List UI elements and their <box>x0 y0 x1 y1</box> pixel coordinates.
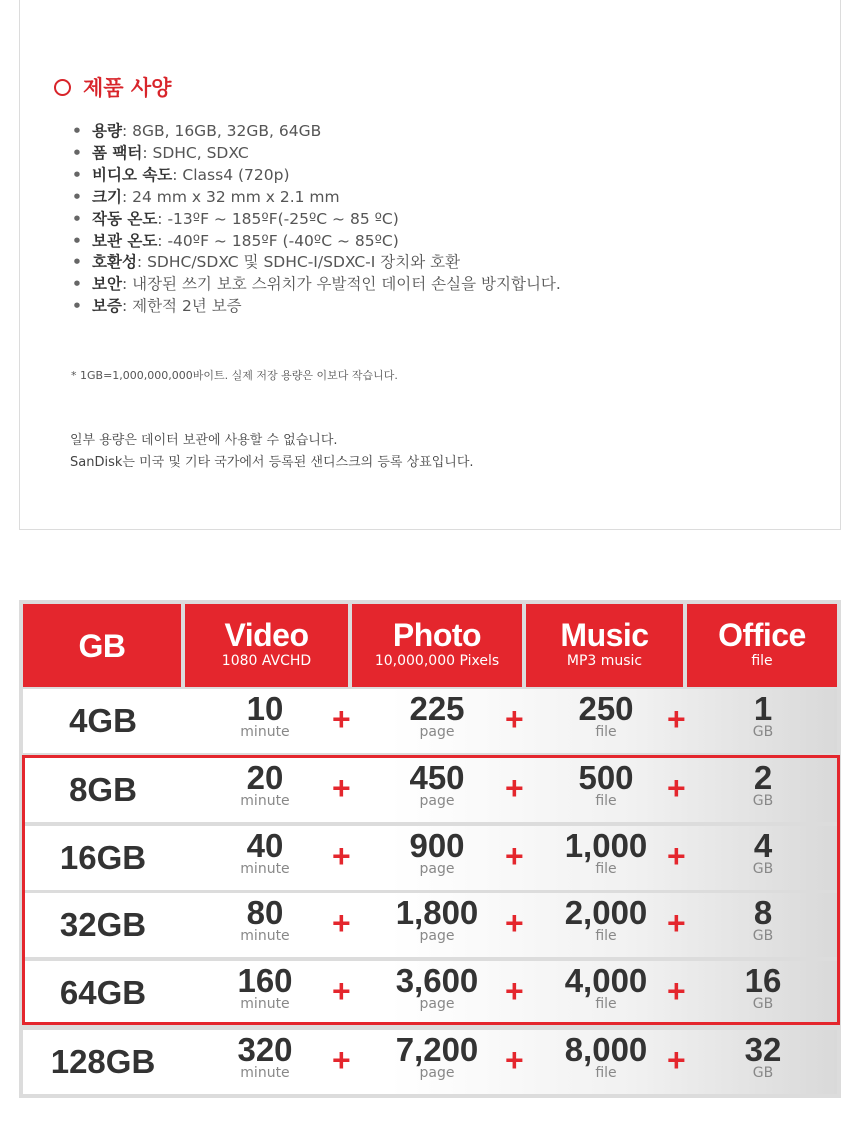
cell-video <box>195 690 335 740</box>
office-unit: GB <box>752 1065 774 1081</box>
circle-icon <box>54 79 71 96</box>
spec-title-text: 제품 사양 <box>83 76 172 100</box>
plus-icon: + <box>332 973 351 1009</box>
photo-unit: page <box>419 1065 455 1081</box>
photo-unit: page <box>419 996 455 1012</box>
plus-icon: + <box>505 770 524 806</box>
cell-office <box>693 894 833 944</box>
photo-value: 450 <box>409 759 465 796</box>
spec-item: • 호환성 : SDHC/SDXC 및 SDHC-I/SDXC-I 장치와 호환 <box>72 253 461 272</box>
video-value: 160 <box>237 962 293 999</box>
row-capacity: 4GB <box>69 702 137 739</box>
cell-music <box>536 894 676 944</box>
video-value: 10 <box>246 690 284 727</box>
cell-photo <box>367 759 507 809</box>
row-capacity: 64GB <box>59 974 147 1011</box>
cell-music <box>536 827 676 877</box>
plus-icon: + <box>667 905 686 941</box>
office-unit: GB <box>752 996 774 1012</box>
spec-item: • 용량 : 8GB, 16GB, 32GB, 64GB <box>72 122 322 140</box>
spec-item: • 크기 : 24 mm x 32 mm x 2.1 mm <box>72 187 340 206</box>
plus-icon: + <box>505 973 524 1009</box>
plus-icon: + <box>505 1042 524 1078</box>
office-unit: GB <box>752 928 774 944</box>
cell-office <box>693 1031 833 1081</box>
capacity-footnote: * 1GB=1,000,000,000바이트. 실제 저장 용량은 이보다 작습니다. <box>71 369 398 382</box>
row-capacity: 8GB <box>69 771 137 808</box>
plus-icon: + <box>332 1042 351 1078</box>
table-row <box>23 758 837 822</box>
video-unit: minute <box>240 793 290 809</box>
spec-item: • 보안 : 내장된 쓰기 보호 스위치가 우발적인 데이터 손실을 방지합니다. <box>72 275 561 294</box>
music-value: 2,000 <box>564 894 648 931</box>
note-capacity: 일부 용량은 데이터 보관에 사용할 수 없습니다. <box>70 433 338 448</box>
plus-icon: + <box>667 973 686 1009</box>
video-value: 80 <box>246 894 284 931</box>
music-value: 500 <box>578 759 634 796</box>
music-unit: file <box>595 996 617 1012</box>
spec-item: • 폼 팩터 : SDHC, SDXC <box>72 143 249 162</box>
row-capacity: 128GB <box>50 1043 156 1080</box>
spec-item: • 작동 온도 : -13ºF ~ 185ºF(-25ºC ~ 85 ºC) <box>72 209 399 228</box>
cell-music <box>536 1031 676 1081</box>
photo-value: 7,200 <box>395 1031 479 1068</box>
table-row <box>23 689 837 753</box>
header-gb: GB <box>23 604 181 687</box>
music-unit: file <box>595 1065 617 1081</box>
cell-music <box>536 690 676 740</box>
header-photo: Photo 10,000,000 Pixels <box>352 604 522 687</box>
plus-icon: + <box>332 838 351 874</box>
cell-photo <box>367 894 507 944</box>
music-unit: file <box>595 724 617 740</box>
table-row <box>23 1030 837 1094</box>
capacity-table <box>19 600 841 1098</box>
office-unit: GB <box>752 793 774 809</box>
plus-icon: + <box>332 905 351 941</box>
spec-item: • 보증 : 제한적 2년 보증 <box>72 297 242 316</box>
photo-value: 3,600 <box>395 962 479 999</box>
cell-video <box>195 827 335 877</box>
cell-photo <box>367 690 507 740</box>
office-value: 32 <box>744 1031 782 1068</box>
video-unit: minute <box>240 996 290 1012</box>
header-office: Office file <box>687 604 837 687</box>
cell-video <box>195 894 335 944</box>
office-unit: GB <box>752 724 774 740</box>
music-value: 250 <box>578 690 634 727</box>
plus-icon: + <box>332 701 351 737</box>
video-value: 40 <box>246 827 284 864</box>
office-value: 16 <box>744 962 782 999</box>
table-row <box>23 826 837 890</box>
header-music: Music MP3 music <box>526 604 683 687</box>
photo-unit: page <box>419 793 455 809</box>
video-unit: minute <box>240 1065 290 1081</box>
cell-video <box>195 962 335 1012</box>
music-unit: file <box>595 861 617 877</box>
plus-icon: + <box>667 770 686 806</box>
photo-value: 225 <box>409 690 465 727</box>
music-value: 4,000 <box>564 962 648 999</box>
office-value: 1 <box>753 690 773 727</box>
notes <box>70 430 474 474</box>
photo-unit: page <box>419 724 455 740</box>
cell-video <box>195 1031 335 1081</box>
header-video: Video 1080 AVCHD <box>185 604 348 687</box>
music-value: 8,000 <box>564 1031 648 1068</box>
office-value: 8 <box>753 894 773 931</box>
plus-icon: + <box>667 701 686 737</box>
video-unit: minute <box>240 928 290 944</box>
spec-item: • 보관 온도 : -40ºF ~ 185ºF (-40ºC ~ 85ºC) <box>72 231 399 250</box>
photo-unit: page <box>419 928 455 944</box>
office-value: 2 <box>753 759 773 796</box>
office-value: 4 <box>753 827 773 864</box>
music-unit: file <box>595 793 617 809</box>
spec-item: • 비디오 속도 : Class4 (720p) <box>72 165 290 184</box>
video-value: 320 <box>237 1031 293 1068</box>
plus-icon: + <box>667 1042 686 1078</box>
cell-office <box>693 827 833 877</box>
plus-icon: + <box>505 905 524 941</box>
photo-unit: page <box>419 861 455 877</box>
cell-photo <box>367 962 507 1012</box>
video-unit: minute <box>240 724 290 740</box>
music-value: 1,000 <box>564 827 648 864</box>
plus-icon: + <box>505 838 524 874</box>
table-row <box>23 961 837 1025</box>
cell-music <box>536 962 676 1012</box>
note-trademark: SanDisk는 미국 및 기타 국가에서 등록된 샌디스크의 등록 상표입니다. <box>70 455 474 470</box>
office-unit: GB <box>752 861 774 877</box>
cell-office <box>693 962 833 1012</box>
photo-value: 900 <box>409 827 465 864</box>
cell-photo <box>367 1031 507 1081</box>
cell-music <box>536 759 676 809</box>
plus-icon: + <box>667 838 686 874</box>
spec-list <box>72 121 561 318</box>
photo-value: 1,800 <box>395 894 479 931</box>
row-capacity: 32GB <box>59 906 147 943</box>
cell-photo <box>367 827 507 877</box>
cell-office <box>693 759 833 809</box>
video-unit: minute <box>240 861 290 877</box>
music-unit: file <box>595 928 617 944</box>
cell-office <box>693 690 833 740</box>
spec-title <box>54 72 171 102</box>
video-value: 20 <box>246 759 284 796</box>
plus-icon: + <box>505 701 524 737</box>
row-capacity: 16GB <box>59 839 147 876</box>
table-row <box>23 893 837 957</box>
plus-icon: + <box>332 770 351 806</box>
cell-video <box>195 759 335 809</box>
